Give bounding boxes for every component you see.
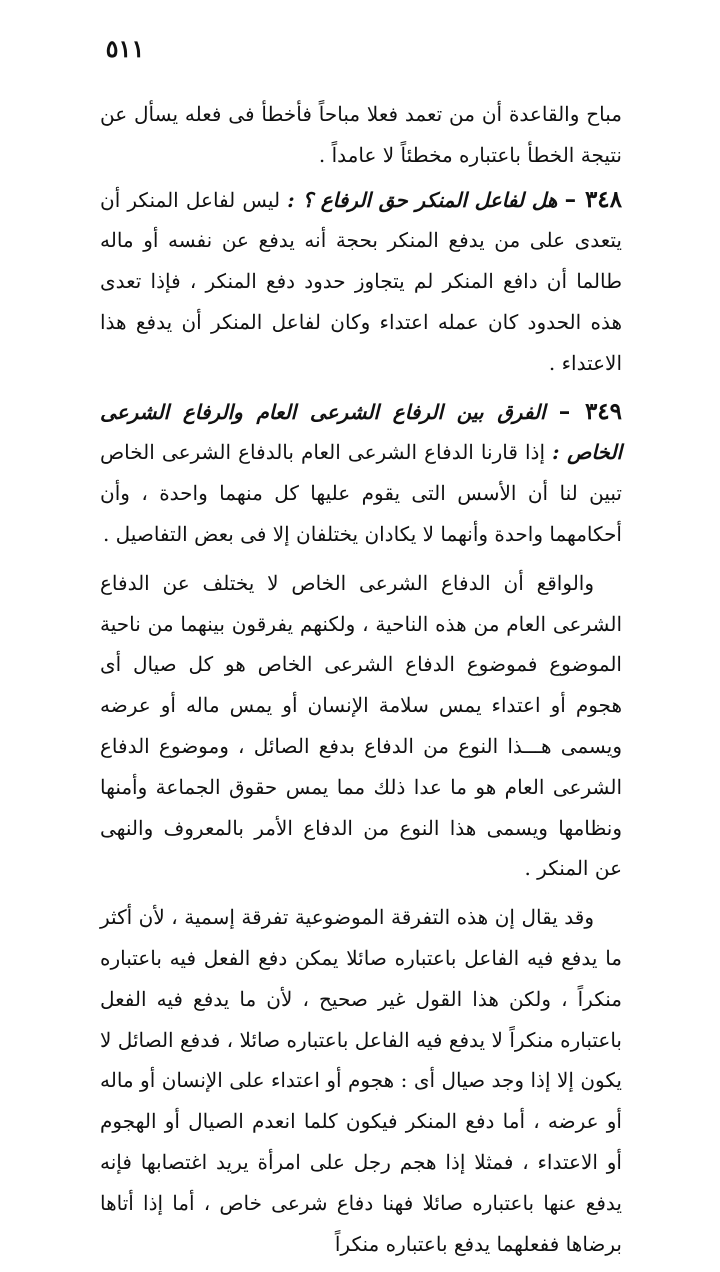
paragraph-reality (100, 563, 622, 889)
page-number: ٥١١ (105, 34, 145, 63)
section-number: ٣٤٨ – (564, 185, 623, 213)
paragraph-text: مباح والقاعدة أن من تعمد فعلا مباحاً فأخطأ فى فعله يسأل عن نتيجة الخطأ باعتباره مخطئاً لا عامداً . (100, 102, 622, 167)
paragraph-text: ليس لفاعل المنكر أن يتعدى على من يدفع المنكر بحجة أنه يدفع عن نفسه أو ماله طالما أن دافع المنكر لم يتجاوز حدود دفع المنكر ، فإذا تعدى هذه الحدود كان عمله اعتداء وكان لفاعل المنكر أن يدفع هذا الاعتداء . (100, 187, 622, 375)
paragraph-text: إذا قارنا الدفاع الشرعى العام بالدفاع الشرعى الخاص تبين لنا أن الأسس التى يقوم عليها كل منهما واحدة ، وأن أحكامهما واحدة وأنهما لا يكادان يختلفان إلا فى بعض التفاصيل . (100, 440, 622, 546)
document-body (100, 94, 622, 1272)
section-349 (100, 392, 622, 555)
section-title: الفرق بين الرفاع الشرعى العام والرفاع الشرعى الخاص : (100, 399, 622, 465)
section-348 (100, 180, 622, 384)
paragraph-intro (100, 94, 622, 176)
paragraph-distinction (100, 897, 622, 1264)
paragraph-text: وقد يقال إن هذه التفرقة الموضوعية تفرقة إسمية ، لأن أكثر ما يدفع فيه الفاعل باعتباره صائلا يمكن دفع الفعل فيه باعتباره منكراً ، ولكن هذا القول غير صحيح ، لأن ما يدفع فيه الفعل باعتباره منكراً لا يدفع فيه الفاعل باعتباره صائلا ، فدفع الصائل لا يكون إلا إذا وجد صيال أى : هجوم أو اعتداء على الإنسان أو ماله أو عرضه ، أما دفع المنكر فيكون كلما انعدم الصيال أو الهجوم أو الاعتداء ، فمثلا إذا هجم رجل على امرأة يريد اغتصابها فإنه يدفع عنها باعتباره صائلا فهنا دفاع شرعى خاص ، أما إذا أتاها برضاها ففعلهما يدفع باعتباره منكراً (100, 905, 622, 1256)
paragraph-text: والواقع أن الدفاع الشرعى الخاص لا يختلف عن الدفاع الشرعى العام من هذه الناحية ، ولكنهم يفرقون بينهما من ناحية الموضوع فموضوع الدفاع الشرعى الخاص هو كل صيال أى هجوم أو اعتداء يمس سلامة الإنسان أو يمس ماله أو عرضه ويسمى هـــذا النوع من الدفاع بدفع الصائل ، وموضوع الدفاع الشرعى العام هو ما عدا ذلك مما يمس حقوق الجماعة وأمنها ونظامها ويسمى هذا النوع من الدفاع الأمر بالمعروف والنهى عن المنكر . (100, 570, 623, 881)
section-title: هل لفاعل المنكر حق الرفاع ؟ : (287, 187, 558, 212)
section-number: ٣٤٩ – (558, 397, 622, 425)
